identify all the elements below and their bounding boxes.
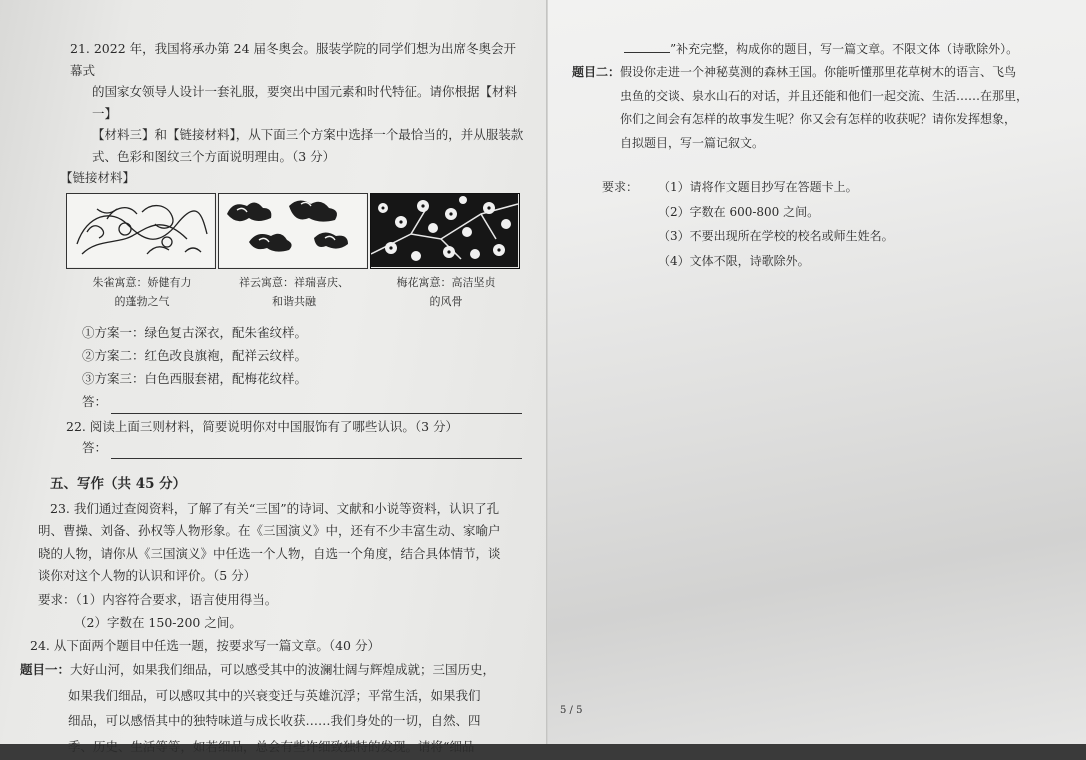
topic-one-line: 细品，可以感悟其中的独特味道与成长收获……我们身处的一切，自然、四 (68, 713, 481, 729)
page-number: 5 / 5 (560, 705, 583, 716)
q21-answer-line[interactable] (82, 390, 528, 413)
q23-requirements (38, 588, 528, 634)
topic-two-line: 虫鱼的交谈、泉水山石的对话，并且还能和他们一起交流、生活……在那里， (620, 88, 1029, 103)
plum-blossom-figure (370, 193, 522, 312)
topic-one-line: 季、历史、生活等等，如若细品，总会有些许细致独特的发现。请将“细品 (68, 738, 475, 754)
requirement-item: （3）不要出现所在学校的校名或师生姓名。 (658, 229, 894, 244)
q23-line: 明、曹操、刘备、孙权等人物形象。在《三国演义》中，还有不少丰富生动、家喻户 (38, 523, 501, 539)
topic-one-line: 大好山河，如果我们细品，可以感受其中的波澜壮阔与辉煌成就；三国历史， (70, 662, 496, 678)
q21-line: 的国家女领导人设计一套礼服，要突出中国元素和时代特征。请你根据【材料一】 (92, 84, 518, 121)
vermilion-bird-figure (66, 193, 218, 312)
topic-two-line: 你们之间会有怎样的故事发生呢？你又会有怎样的收获呢？请你发挥想象， (620, 112, 1017, 127)
topic-one-line: 如果我们细品，可以感叹其中的兴衰变迁与英雄沉浮；平常生活，如果我们 (68, 687, 481, 703)
plum-blossom-pattern-image (370, 193, 520, 269)
topic-two-line: 假设你走进一个神秘莫测的森林王国。你能听懂那里花草树木的语言、飞鸟 (620, 65, 1017, 80)
topic-one (20, 657, 528, 760)
topic-two-line: 自拟题目，写一篇记叙文。 (620, 135, 765, 150)
section-heading: 五、写作（共 45 分） (50, 475, 187, 492)
question-23 (20, 498, 528, 588)
answer-label: 答： (82, 394, 108, 410)
blank-line (624, 40, 670, 53)
requirement-item: （1）请将作文题目抄写在答题卡上。 (658, 179, 858, 194)
auspicious-cloud-pattern-image (218, 193, 368, 269)
q23-line: 23. 我们通过查阅资料，了解了有关“三国”的诗词、文献和小说等资料，认识了孔 (50, 500, 500, 516)
plan-item: ③方案三：白色西服套裙，配梅花纹样。 (82, 371, 308, 387)
q21-line: 21. 2022 年，我国将承办第 24 届冬奥会。服装学院的同学们想为出席冬奥会开幕式 (70, 41, 516, 78)
answer-label: 答： (82, 440, 108, 455)
auspicious-cloud-figure (218, 193, 370, 312)
caption-line: 和谐共融 (272, 294, 316, 308)
topic-one-continuation (572, 38, 1062, 61)
requirement-item: 要求：（1）内容符合要求，语言使用得当。 (38, 591, 278, 607)
topic-two (572, 61, 1062, 155)
vermilion-bird-pattern-image (66, 193, 216, 269)
question-24 (30, 634, 528, 657)
topic-one-end: ”补充完整，构成你的题目，写一篇文章。不限文体（诗歌除外）。 (670, 42, 1019, 56)
q23-line: 晓的人物，请你从《三国演义》中任选一个人物，自选一个角度，结合具体情节，谈 (38, 545, 501, 561)
q22-answer-line[interactable] (82, 437, 528, 459)
link-material-title: 【链接材料】 (60, 170, 136, 185)
q22-text: 22. 阅读上面三则材料，简要说明你对中国服饰有了哪些认识。（3 分） (66, 418, 459, 434)
q21-line: 式、色彩和图纹三个方面说明理由。（3 分） (92, 148, 336, 164)
requirement-item: （4）文体不限，诗歌除外。 (658, 253, 810, 268)
caption-line: 的蓬勃之气 (114, 294, 170, 308)
link-material-images (66, 193, 528, 312)
topic-two-label: 题目二： (572, 65, 621, 80)
caption-line: 朱雀寓意：娇健有力 (92, 275, 192, 289)
caption-line: 的风骨 (429, 294, 463, 308)
question-21 (20, 38, 528, 167)
question-22 (66, 416, 528, 459)
plan-item: ①方案一：绿色复古深衣，配朱雀纹样。 (82, 325, 308, 340)
q24-text: 24. 从下面两个题目中任选一题，按要求写一篇文章。（40 分） (30, 637, 380, 653)
plan-list (82, 321, 528, 414)
topic-one-label: 题目一： (20, 662, 71, 678)
requirement-item: （2）字数在 150-200 之间。 (74, 614, 242, 630)
caption-line: 祥云寓意：祥瑞喜庆、 (239, 275, 349, 289)
q23-line: 谈你对这个人物的认识和评价。（5 分） (38, 568, 257, 584)
caption-line: 梅花寓意：高洁坚贞 (396, 275, 496, 289)
requirements-label: 要求： (602, 179, 639, 194)
right-page (548, 0, 1086, 744)
essay-requirements (602, 175, 1062, 273)
plan-item: ②方案二：红色改良旗袍，配祥云纹样。 (82, 348, 308, 364)
requirement-item: （2）字数在 600-800 之间。 (658, 204, 820, 219)
q21-line: 【材料三】和【链接材料】，从下面三个方案中选择一个最恰当的，并从服装款 (92, 127, 524, 142)
